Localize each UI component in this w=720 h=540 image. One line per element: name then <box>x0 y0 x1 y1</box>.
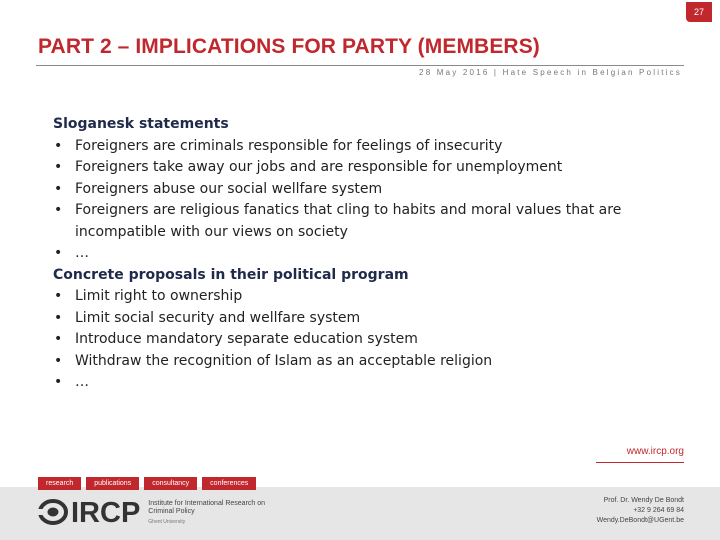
website-link[interactable]: www.ircp.org <box>626 446 684 457</box>
ircp-logo <box>38 497 288 527</box>
logo-tagline-text: Institute for International Research on Criminal Policy <box>148 499 266 515</box>
bullet-item: • Withdraw the recognition of Islam as an acceptable religion <box>53 351 683 373</box>
footer-nav <box>38 477 256 490</box>
title-divider <box>36 65 684 66</box>
logo-tagline <box>148 500 278 525</box>
section-sloganesk-statements <box>53 114 683 265</box>
bullet-list <box>53 136 683 265</box>
footer-tab-consultancy[interactable]: consultancy <box>144 477 197 490</box>
bullet-item: • … <box>53 243 683 265</box>
slide-title: PART 2 – IMPLICATIONS FOR PARTY (MEMBERS) <box>38 35 540 58</box>
website-underline <box>596 462 684 463</box>
footer-tab-conferences[interactable]: conferences <box>202 477 256 490</box>
bullet-item: • Foreigners take away our jobs and are responsible for unemployment <box>53 157 683 179</box>
bullet-item: • Limit social security and wellfare system <box>53 308 683 330</box>
footer-tab-research[interactable]: research <box>38 477 81 490</box>
page-number: 27 <box>686 2 712 22</box>
ircp-swirl-icon <box>38 498 68 526</box>
contact-name: Prof. Dr. Wendy De Bondt <box>603 497 684 504</box>
bullet-item: • Foreigners are religious fanatics that cling to habits and moral values that are incompatible with our views on society <box>53 200 683 243</box>
logo-text: IRCP <box>71 496 141 529</box>
footer-tab-publications[interactable]: publications <box>86 477 139 490</box>
bullet-item: • Introduce mandatory separate education system <box>53 329 683 351</box>
slide-subtitle: 28 May 2016 | Hate Speech in Belgian Politics <box>419 68 682 77</box>
bullet-item: • Foreigners abuse our social wellfare system <box>53 179 683 201</box>
bullet-list <box>53 286 683 394</box>
contact-phone: +32 9 264 69 84 <box>633 507 684 514</box>
contact-block <box>597 496 684 526</box>
section-heading: Concrete proposals in their political program <box>53 266 409 283</box>
section-heading: Sloganesk statements <box>53 116 229 132</box>
bullet-item: • … <box>53 372 683 394</box>
logo-subline: Ghent University <box>148 518 186 525</box>
slide-content <box>53 114 683 394</box>
bullet-item: • Limit right to ownership <box>53 286 683 308</box>
section-concrete-proposals <box>53 265 683 394</box>
contact-email[interactable]: Wendy.DeBondt@UGent.be <box>596 517 684 524</box>
bullet-item: • Foreigners are criminals responsible for feelings of insecurity <box>53 136 683 158</box>
